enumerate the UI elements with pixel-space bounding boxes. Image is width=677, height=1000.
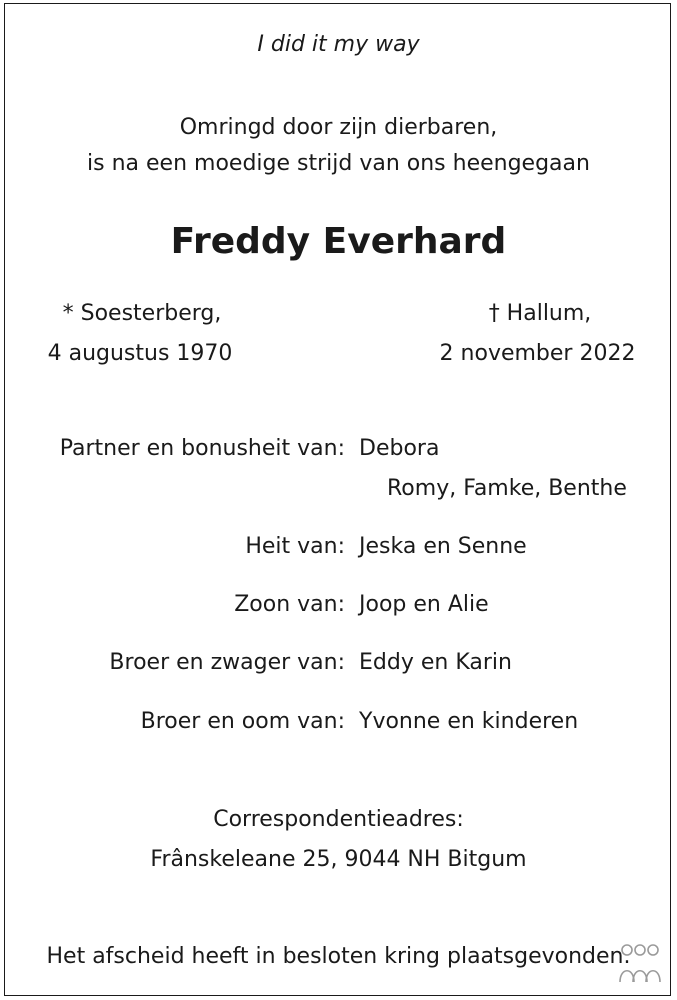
relation-value-bonus-children: Romy, Famke, Benthe [387,476,627,501]
intro-line-2: is na een moedige strijd van ons heengegaan [87,151,590,176]
relation-label-heit: Heit van: [245,534,345,559]
relation-value-zoon: Joop en Alie [359,592,489,617]
relation-value-heit: Jeska en Senne [359,534,527,559]
closing-note: Het afscheid heeft in besloten kring plaatsgevonden. [46,944,631,969]
relation-label-partner: Partner en bonusheit van: [59,436,345,461]
intro-line-1: Omringd door zijn dierbaren, [179,115,498,140]
people-group-icon [618,941,662,985]
death-place: † Hallum, [488,301,592,326]
birth-date: 4 augustus 1970 [47,341,233,366]
relation-label-broer-zwager: Broer en zwager van: [109,650,345,675]
birth-place: * Soesterberg, [62,301,222,326]
relation-value-broer-zwager: Eddy en Karin [359,650,512,675]
relation-value-broer-oom: Yvonne en kinderen [359,709,579,734]
relation-label-broer-oom: Broer en oom van: [140,709,345,734]
relation-value-partner: Debora [359,436,440,461]
obituary-card [4,3,671,996]
motto: I did it my way [257,32,420,57]
correspondence-address: Frânskeleane 25, 9044 NH Bitgum [150,847,527,872]
correspondence-label: Correspondentieadres: [213,807,464,832]
death-date: 2 november 2022 [439,341,636,366]
relation-label-zoon: Zoon van: [234,592,345,617]
deceased-name: Freddy Everhard [170,221,507,262]
